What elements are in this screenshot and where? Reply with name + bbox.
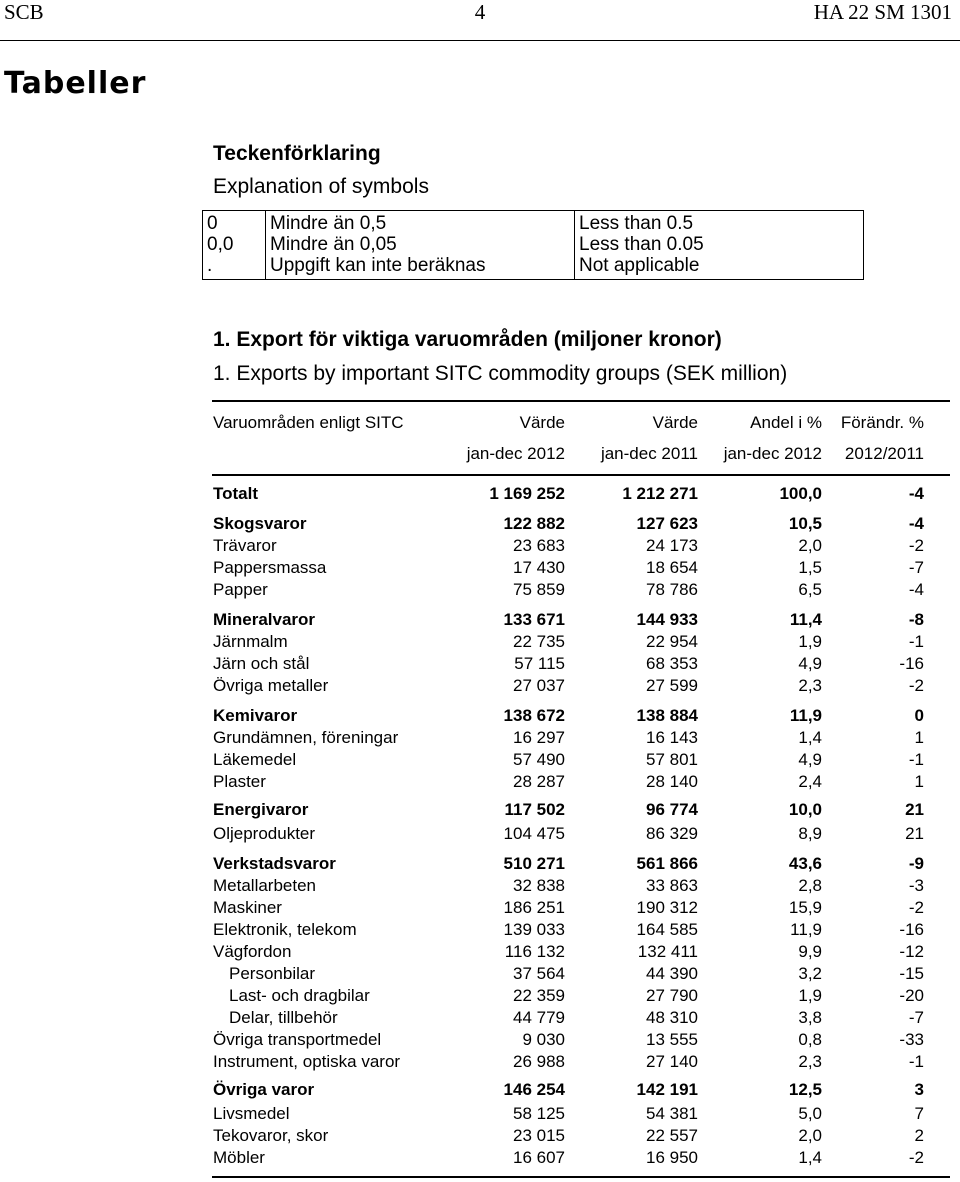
legend-text-sv: Uppgift kan inte beräknas: [266, 255, 575, 280]
cell-value-2012: 22 735: [513, 632, 565, 651]
cell-change: 1: [914, 728, 924, 747]
cell-value-2012: 510 271: [503, 854, 565, 873]
row-label: Mineralvaror: [213, 610, 316, 629]
cell-value-2012: 9 030: [522, 1030, 565, 1049]
legend-symbol: 0,0: [203, 234, 266, 255]
cell-value-2012: 57 115: [514, 654, 565, 673]
cell-change: -16: [899, 654, 924, 673]
cell-value-2012: 75 859: [513, 580, 565, 599]
cell-change: -15: [899, 964, 924, 983]
table-bottom-rule: [212, 1176, 950, 1178]
row-label: Övriga varor: [213, 1080, 315, 1099]
legend-title-sv: Teckenförklaring: [213, 142, 381, 165]
cell-value-2011: 132 411: [637, 942, 698, 961]
legend-symbol: 0: [203, 211, 266, 235]
cell-value-2011: 561 866: [636, 854, 698, 873]
cell-change: -7: [908, 558, 924, 577]
cell-value-2012: 16 607: [513, 1148, 565, 1167]
cell-value-2011: 190 312: [636, 898, 698, 917]
table-header-rule: [212, 474, 950, 476]
cell-change: -33: [899, 1030, 924, 1049]
table-top-rule: [212, 400, 950, 402]
cell-value-2011: 28 140: [646, 772, 698, 791]
cell-value-2012: 104 475: [503, 824, 565, 843]
legend-row: [203, 234, 864, 255]
cell-share: 2,3: [798, 1052, 822, 1071]
page-header-left: SCB: [4, 0, 44, 24]
cell-value-2011: 22 557: [646, 1126, 698, 1145]
row-label: Elektronik, telekom: [213, 920, 357, 939]
cell-share: 2,4: [798, 772, 822, 791]
cell-change: 7: [914, 1104, 924, 1123]
cell-change: -1: [908, 632, 924, 651]
column-header-value-2011: Värde: [652, 413, 698, 432]
cell-value-2012: 37 564: [513, 964, 565, 983]
cell-value-2012: 22 359: [513, 986, 565, 1005]
row-label: Plaster: [213, 772, 266, 791]
cell-share: 1,9: [798, 986, 822, 1005]
cell-value-2011: 27 790: [646, 986, 698, 1005]
row-label: Livsmedel: [213, 1104, 290, 1123]
cell-share: 1,4: [798, 728, 822, 747]
row-label: Papper: [213, 580, 268, 599]
column-header-value-2012: Värde: [519, 413, 565, 432]
header-rule: [0, 40, 960, 41]
cell-value-2011: 16 143: [646, 728, 698, 747]
cell-value-2011: 68 353: [646, 654, 698, 673]
legend-text-en: Less than 0.05: [575, 234, 864, 255]
symbols-legend-table: [202, 210, 864, 280]
column-header-label: Varuområden enligt SITC: [213, 413, 404, 432]
cell-value-2011: 86 329: [646, 824, 698, 843]
section-title: Tabeller: [4, 66, 147, 101]
legend-title-en: Explanation of symbols: [213, 175, 429, 198]
cell-share: 2,8: [798, 876, 822, 895]
row-label: Kemivaror: [213, 706, 298, 725]
cell-value-2011: 57 801: [646, 750, 698, 769]
cell-value-2011: 44 390: [646, 964, 698, 983]
column-subheader-value-2011: jan-dec 2011: [600, 444, 698, 463]
cell-change: -1: [908, 1052, 924, 1071]
row-label: Järnmalm: [213, 632, 288, 651]
cell-share: 11,9: [789, 706, 822, 725]
cell-share: 6,5: [798, 580, 822, 599]
row-label: Övriga transportmedel: [213, 1030, 382, 1049]
cell-change: -4: [908, 484, 924, 503]
page-header-right: HA 22 SM 1301: [813, 0, 952, 24]
legend-text-sv: Mindre än 0,5: [266, 211, 575, 235]
cell-share: 5,0: [798, 1104, 822, 1123]
cell-share: 1,4: [798, 1148, 822, 1167]
cell-value-2011: 1 212 271: [622, 484, 698, 503]
cell-value-2012: 23 683: [513, 536, 565, 555]
row-label: Järn och stål: [213, 654, 310, 673]
cell-change: -3: [908, 876, 924, 895]
cell-change: -9: [908, 854, 924, 873]
cell-value-2011: 138 884: [636, 706, 698, 725]
row-label: Energivaror: [213, 800, 309, 819]
cell-change: 2: [914, 1126, 924, 1145]
cell-change: -2: [908, 536, 924, 555]
row-label: Personbilar: [229, 964, 315, 983]
cell-share: 11,4: [789, 610, 822, 629]
cell-value-2011: 164 585: [636, 920, 698, 939]
cell-share: 11,9: [790, 920, 822, 939]
cell-value-2011: 18 654: [646, 558, 698, 577]
cell-value-2012: 17 430: [513, 558, 565, 577]
cell-share: 2,0: [798, 1126, 822, 1145]
table-title-en: 1. Exports by important SITC commodity groups (SEK million): [213, 362, 788, 385]
legend-text-sv: Mindre än 0,05: [266, 234, 575, 255]
column-header-change: Förändr. %: [840, 413, 924, 432]
cell-value-2011: 33 863: [646, 876, 698, 895]
row-label: Pappersmassa: [213, 558, 327, 577]
cell-value-2011: 142 191: [636, 1080, 698, 1099]
cell-value-2012: 27 037: [513, 676, 565, 695]
cell-value-2012: 16 297: [513, 728, 565, 747]
cell-value-2011: 78 786: [646, 580, 698, 599]
row-label: Möbler: [213, 1148, 265, 1167]
row-label: Vägfordon: [213, 942, 292, 961]
cell-value-2011: 48 310: [646, 1008, 698, 1027]
cell-value-2012: 116 132: [504, 942, 565, 961]
legend-row: [203, 255, 864, 280]
cell-change: -20: [899, 986, 924, 1005]
cell-value-2012: 133 671: [503, 610, 565, 629]
cell-value-2012: 139 033: [503, 920, 565, 939]
cell-share: 0,8: [798, 1030, 822, 1049]
row-label: Verkstadsvaror: [213, 854, 336, 873]
row-label: Övriga metaller: [213, 676, 329, 695]
cell-value-2012: 117 502: [504, 800, 565, 819]
cell-value-2012: 23 015: [513, 1126, 565, 1145]
cell-value-2011: 13 555: [646, 1030, 698, 1049]
cell-value-2011: 24 173: [646, 536, 698, 555]
cell-share: 2,3: [798, 676, 822, 695]
cell-value-2012: 44 779: [513, 1008, 565, 1027]
cell-value-2011: 16 950: [646, 1148, 698, 1167]
cell-change: -2: [908, 676, 924, 695]
legend-symbol: .: [203, 255, 266, 280]
cell-change: 21: [905, 800, 924, 819]
cell-share: 3,2: [798, 964, 822, 983]
cell-change: -8: [908, 610, 924, 629]
cell-value-2012: 186 251: [503, 898, 565, 917]
cell-share: 2,0: [798, 536, 822, 555]
cell-change: -7: [908, 1008, 924, 1027]
cell-value-2011: 54 381: [646, 1104, 698, 1123]
row-label: Delar, tillbehör: [229, 1008, 338, 1027]
legend-row: [203, 211, 864, 235]
cell-share: 43,6: [788, 854, 822, 873]
row-label: Skogsvaror: [213, 514, 307, 533]
row-label: Maskiner: [213, 898, 282, 917]
cell-change: -16: [899, 920, 924, 939]
cell-share: 10,0: [788, 800, 822, 819]
row-label: Metallarbeten: [213, 876, 317, 895]
cell-change: -4: [908, 514, 924, 533]
cell-share: 3,8: [798, 1008, 822, 1027]
row-label: Last- och dragbilar: [229, 986, 370, 1005]
row-label: Grundämnen, föreningar: [213, 728, 399, 747]
cell-value-2012: 32 838: [513, 876, 565, 895]
cell-value-2011: 144 933: [636, 610, 698, 629]
row-label: Totalt: [213, 484, 259, 503]
cell-share: 10,5: [788, 514, 822, 533]
cell-share: 4,9: [798, 654, 822, 673]
row-label: Läkemedel: [213, 750, 297, 769]
cell-value-2012: 1 169 252: [489, 484, 565, 503]
row-label: Instrument, optiska varor: [213, 1052, 401, 1071]
cell-share: 8,9: [798, 824, 822, 843]
cell-share: 9,9: [798, 942, 822, 961]
page-number: 4: [474, 0, 486, 24]
cell-change: -4: [908, 580, 924, 599]
cell-value-2012: 138 672: [503, 706, 565, 725]
cell-value-2012: 57 490: [513, 750, 565, 769]
cell-share: 1,5: [798, 558, 822, 577]
cell-change: 0: [914, 706, 924, 725]
cell-value-2012: 26 988: [513, 1052, 565, 1071]
row-label: Oljeprodukter: [213, 824, 316, 843]
cell-value-2012: 28 287: [513, 772, 565, 791]
cell-change: -2: [908, 898, 924, 917]
cell-change: 1: [914, 772, 924, 791]
cell-share: 4,9: [798, 750, 822, 769]
column-subheader-change: 2012/2011: [844, 444, 924, 463]
column-subheader-share: jan-dec 2012: [723, 444, 822, 463]
cell-change: -1: [908, 750, 924, 769]
row-label: Trävaror: [213, 536, 277, 555]
row-label: Tekovaror, skor: [213, 1126, 329, 1145]
cell-change: 3: [914, 1080, 924, 1099]
cell-value-2011: 22 954: [646, 632, 698, 651]
cell-change: -12: [899, 942, 924, 961]
cell-share: 100,0: [779, 484, 822, 503]
cell-value-2012: 146 254: [503, 1080, 565, 1099]
cell-change: 21: [905, 824, 924, 843]
column-subheader-value-2012: jan-dec 2012: [466, 444, 565, 463]
legend-text-en: Not applicable: [575, 255, 864, 280]
cell-share: 15,9: [788, 898, 822, 917]
cell-value-2011: 27 599: [646, 676, 698, 695]
column-header-share: Andel i %: [750, 413, 822, 432]
cell-value-2011: 27 140: [646, 1052, 698, 1071]
cell-value-2011: 96 774: [646, 800, 698, 819]
cell-share: 12,5: [788, 1080, 822, 1099]
cell-value-2012: 122 882: [503, 514, 565, 533]
table-title-sv: 1. Export för viktiga varuområden (miljoner kronor): [213, 328, 722, 351]
legend-text-en: Less than 0.5: [575, 211, 864, 235]
cell-change: -2: [908, 1148, 924, 1167]
cell-value-2012: 58 125: [513, 1104, 565, 1123]
cell-share: 1,9: [798, 632, 822, 651]
cell-value-2011: 127 623: [636, 514, 698, 533]
